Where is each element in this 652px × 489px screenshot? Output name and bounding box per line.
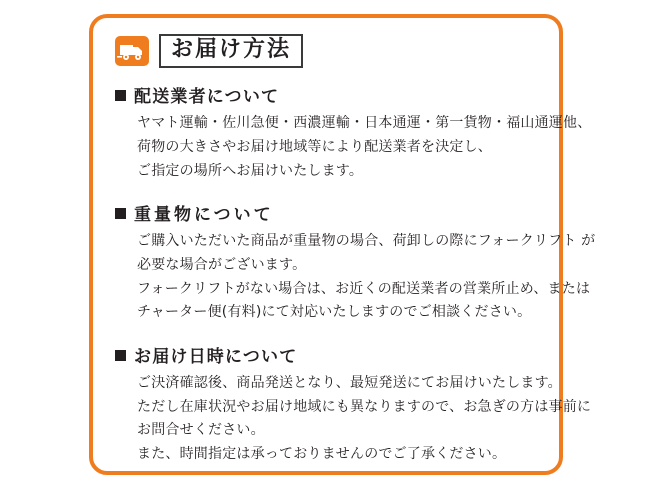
card-title-row — [115, 34, 543, 68]
page-title: お届け方法 — [171, 37, 292, 62]
body-line: お問合せください。 — [137, 422, 265, 439]
delivery-truck-icon — [115, 36, 149, 66]
body-line: ただし在庫状況やお届け地域にも異なりますので、お急ぎの方は事前に — [137, 398, 592, 415]
section-delivery-date-body — [115, 373, 592, 466]
body-line: チャーター便(有料)にて対応いたしますのでご相談ください。 — [137, 304, 532, 321]
body-line: ご決済確認後、商品発送となり、最短発送にてお届けいたします。 — [137, 375, 562, 391]
body-line: また、時間指定は承っておりませんのでご了承ください。 — [137, 446, 507, 463]
body-line: ヤマト運輸・佐川急便・西濃運輸・日本通運・第一貨物・福山通運他、 — [137, 115, 592, 132]
section-carrier — [115, 82, 592, 182]
section-delivery-date — [115, 342, 592, 466]
square-bullet-icon — [115, 208, 126, 219]
section-heavy-items — [115, 200, 596, 324]
page-title-box — [159, 34, 303, 68]
square-bullet-icon — [115, 350, 126, 361]
body-line: 荷物の大きさやお届け地域等により配送業者を決定し、 — [137, 138, 492, 155]
square-bullet-icon — [115, 90, 126, 101]
body-line: 必要な場合がございます。 — [137, 256, 307, 273]
section-delivery-date-head — [115, 342, 543, 367]
body-line: ご指定の場所へお届けいたします。 — [137, 162, 364, 179]
body-line: フォークリフトがない場合は、お近くの配送業者の営業所止め、または — [137, 280, 591, 297]
delivery-method-card — [89, 14, 596, 475]
section-carrier-head — [115, 82, 543, 107]
body-line: ご購入いただいた商品が重量物の場合、荷卸しの際にフォークリフト が — [137, 233, 596, 250]
section-carrier-body — [115, 113, 592, 182]
section-carrier-title: 配送業者について — [134, 87, 280, 108]
section-heavy-items-head — [115, 200, 543, 225]
section-heavy-items-title: 重量物について — [134, 205, 274, 226]
section-delivery-date-title: お届け日時について — [134, 347, 298, 367]
card-inner — [115, 34, 596, 468]
section-heavy-items-body — [115, 231, 596, 324]
